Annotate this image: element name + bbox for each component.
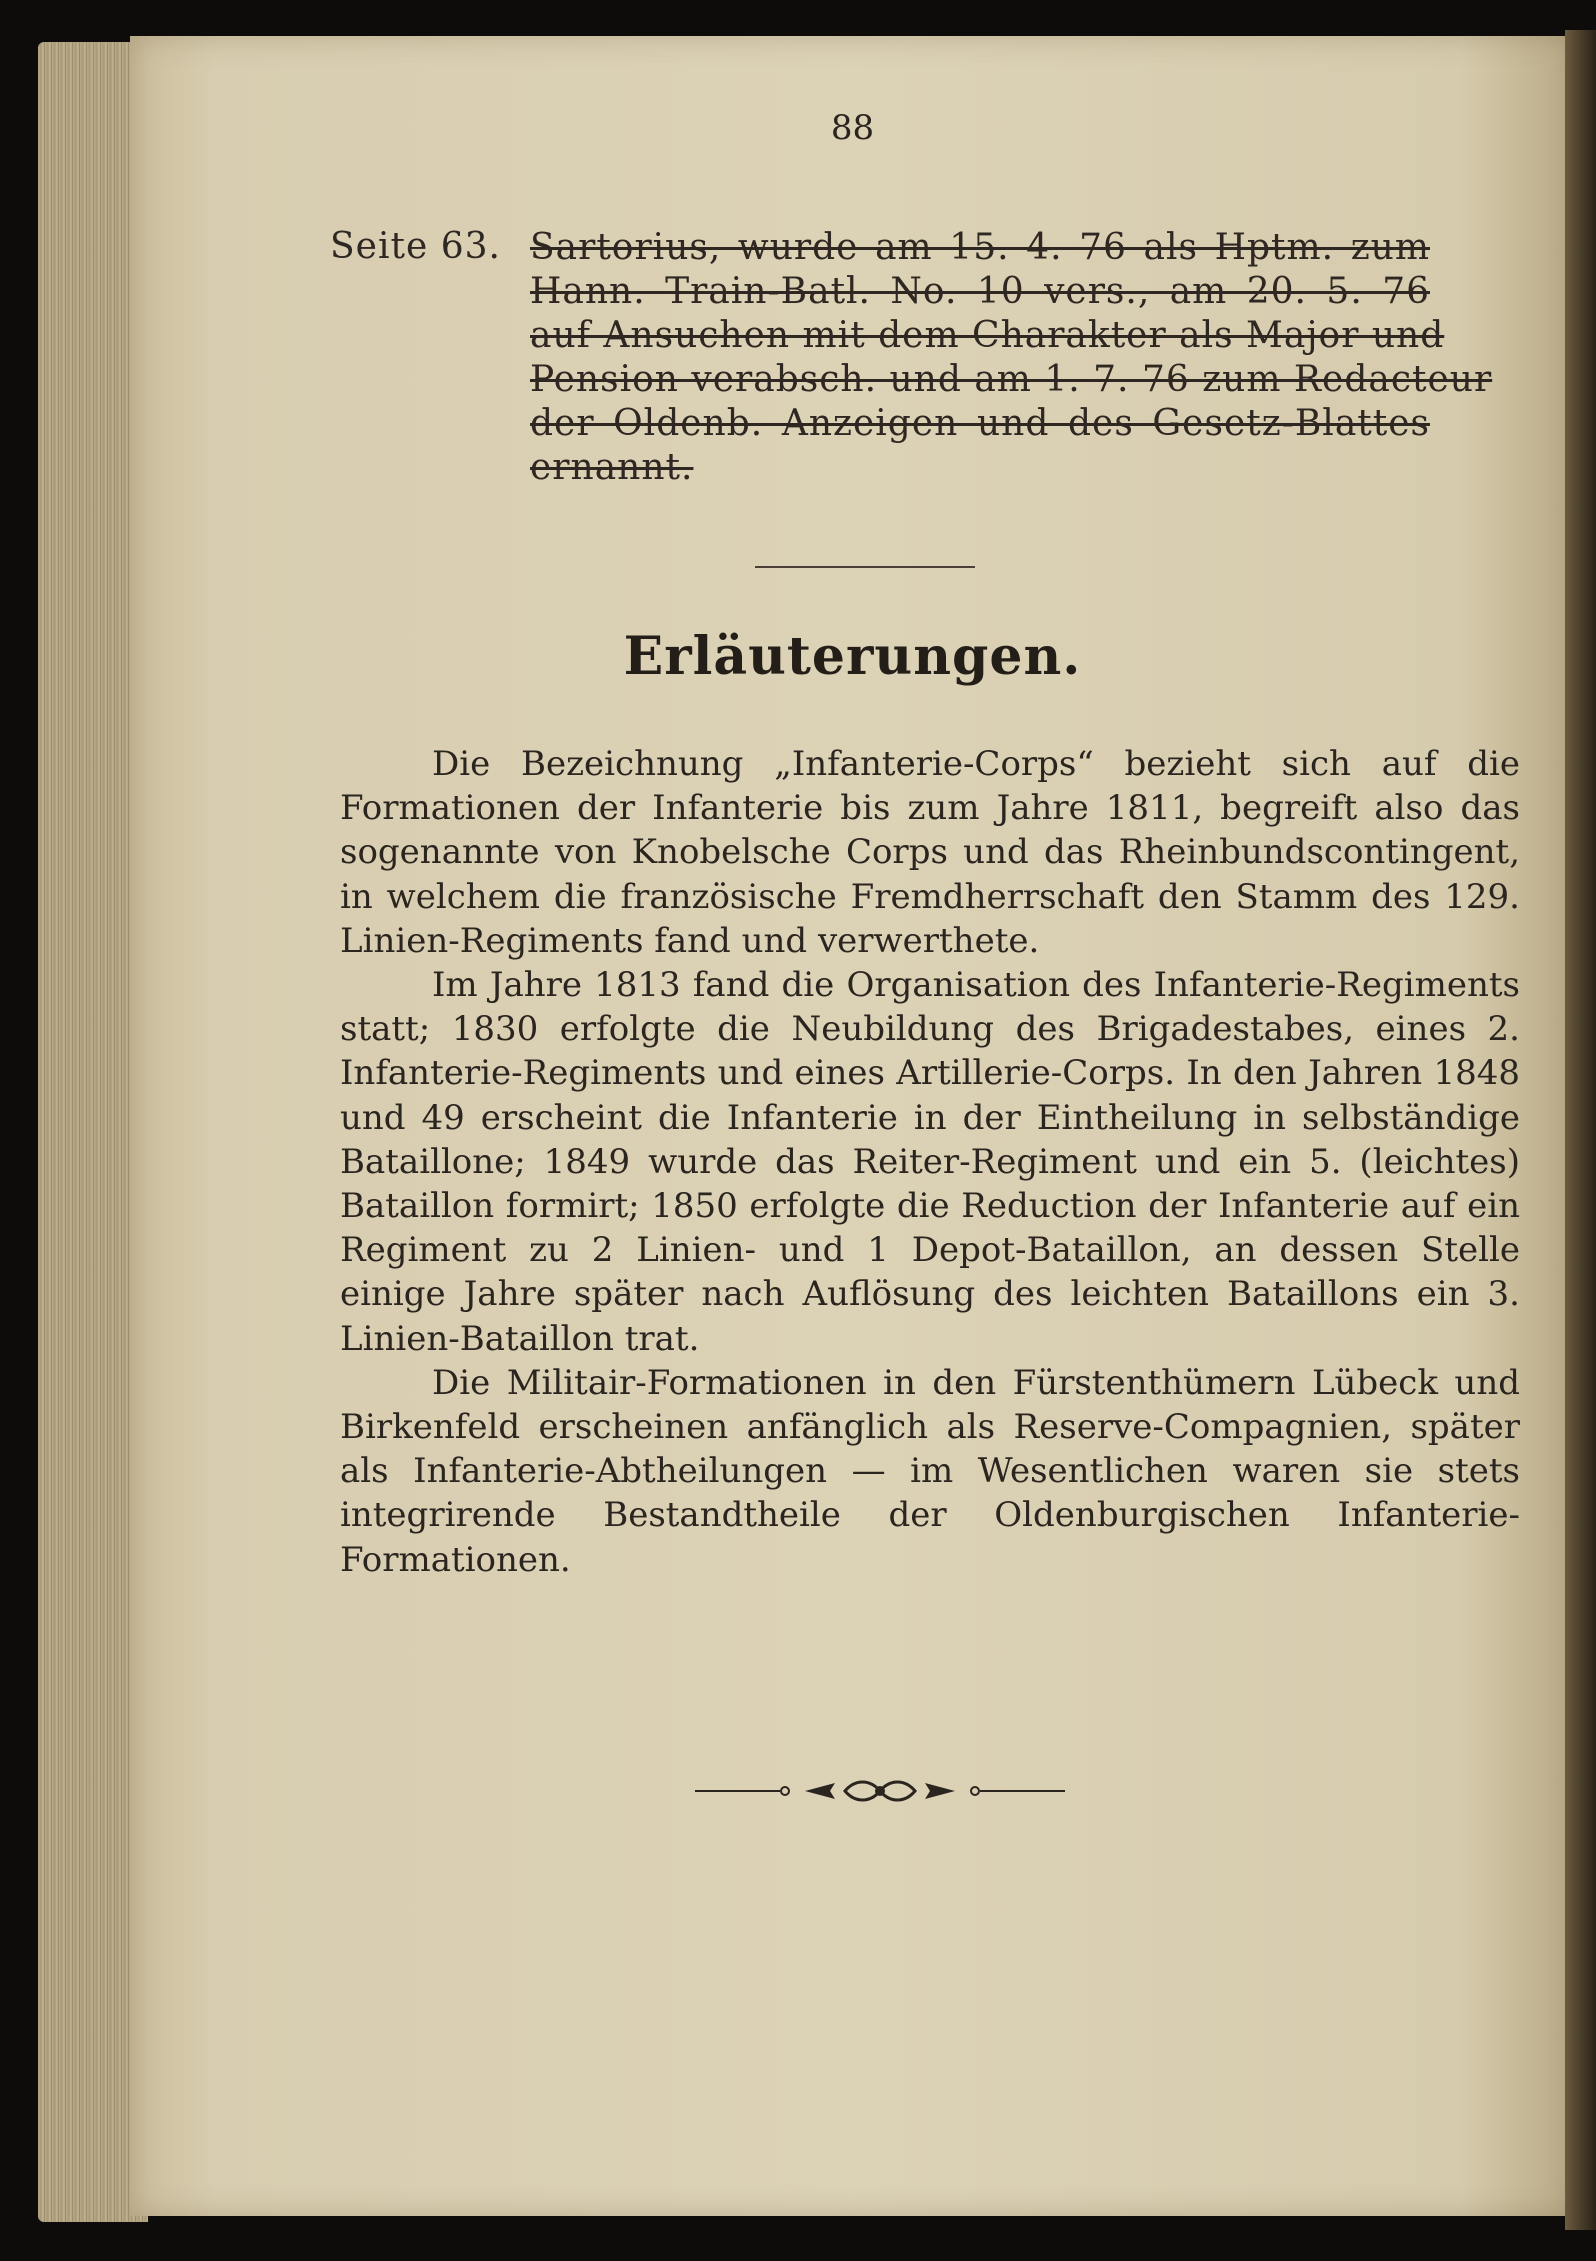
paragraph: Im Jahre 1813 fand die Organisation des Infanterie-Regiments statt; 1830 erfolgte die Neubildung des Brigadestabes, eines 2. Infanterie-Regiments und eines Artillerie-Corps. In den Jahren 1848 und 49 erscheint die Infanterie in der Eintheilung in selbständige Bataillone; 1849 wurde das Reiter-Regiment und ein 5. (leichtes) Bataillon formirt; 1850 erfolgte die Reduction der Infanterie auf ein Regiment zu 2 Linien- und 1 Depot-Bataillon, an dessen Stelle einige Jahre später nach Auflösung des leichten Bataillons ein 3. Linien-Bataillon trat. bbox=[340, 965, 1520, 1359]
errata-line: Hann. Train-Batl. No. 10 vers., am 20. 5. 76 bbox=[530, 271, 1430, 312]
body-text bbox=[340, 742, 1520, 1582]
paragraph: Die Militair-Formationen in den Fürstenthümern Lübeck und Birkenfeld erscheinen anfänglich als Reserve-Compagnien, später als Infanterie-Abtheilungen — im Wesentlichen waren sie stets integrirende Bestandtheile der Oldenburgischen Infanterie-Formationen. bbox=[340, 1362, 1520, 1580]
errata-line: Sartorius, wurde am 15. 4. 76 als Hptm. zum bbox=[530, 227, 1430, 268]
paragraph: Die Bezeichnung „Infanterie-Corps“ bezieht sich auf die Formationen der Infanterie bis zum Jahre 1811, begreift also das sogenannte von Knobelsche Corps und das Rheinbundscontingent, in welchem die französische Fremdherrschaft den Stamm des 129. Linien-Regiments fand und verwerthete. bbox=[340, 744, 1520, 961]
errata-struck-text bbox=[530, 226, 1493, 490]
ornament-divider-icon bbox=[695, 1771, 1065, 1811]
errata-line: Pension verabsch. und am 1. 7. 76 zum Redacteur bbox=[530, 359, 1493, 400]
errata-line: auf Ansuchen mit dem Charakter als Major und bbox=[530, 315, 1445, 356]
errata-reference: Seite 63. bbox=[330, 226, 501, 267]
book-page bbox=[130, 36, 1575, 2216]
book-gutter bbox=[1565, 30, 1596, 2230]
section-title: Erläuterungen. bbox=[623, 626, 1082, 687]
errata-line: der Oldenb. Anzeigen und des Gesetz-Blattes bbox=[530, 403, 1430, 444]
errata-line: ernannt. bbox=[530, 447, 694, 488]
section-divider-rule bbox=[755, 566, 975, 568]
page-number: 88 bbox=[830, 108, 875, 148]
